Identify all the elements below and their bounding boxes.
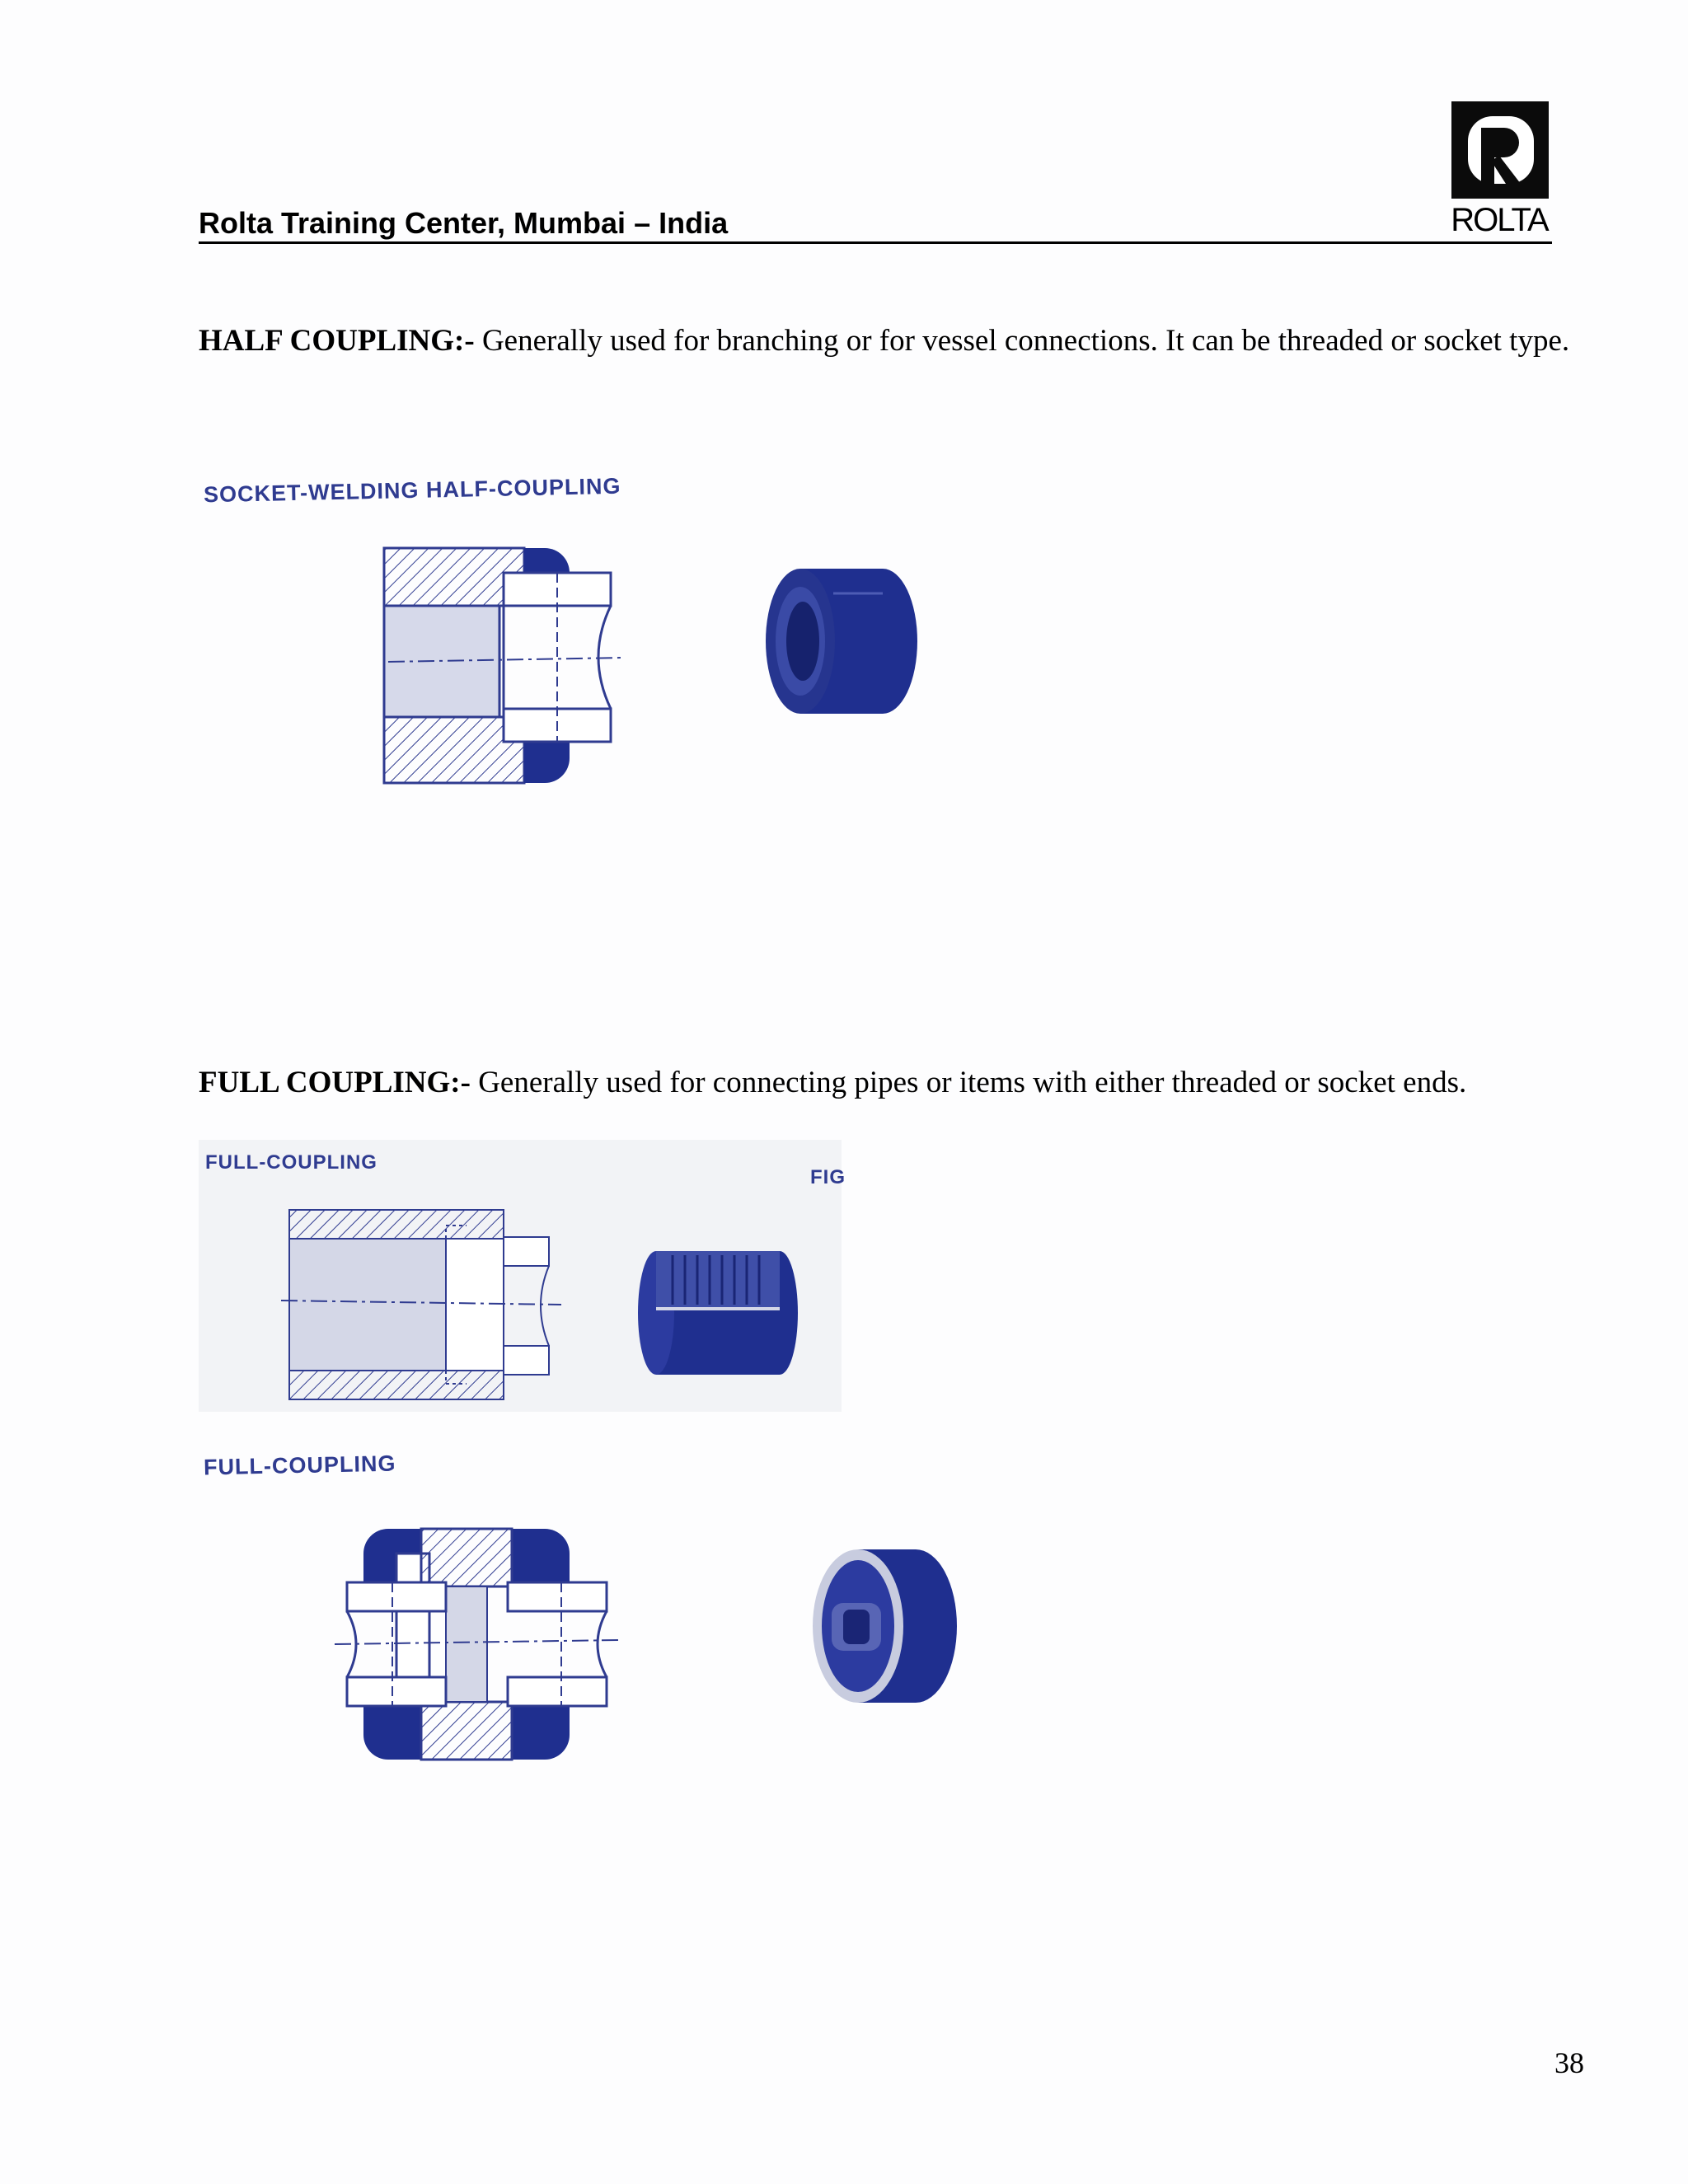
half-coupling-text: Generally used for branching or for vessel connections. It can be threaded or socket type. bbox=[474, 324, 1570, 358]
half-coupling-figure bbox=[199, 470, 940, 799]
full-coupling-threaded-drawing bbox=[199, 1140, 842, 1412]
full-coupling-socket-drawing bbox=[199, 1446, 1023, 1793]
full-coupling-text: Generally used for connecting pipes or items with either threaded or socket ends. bbox=[470, 1066, 1467, 1099]
logo-r-icon bbox=[1451, 101, 1549, 199]
full-coupling-caption-2: FULL-COUPLING bbox=[203, 1451, 396, 1480]
header-rule bbox=[199, 241, 1552, 244]
rolta-logo bbox=[1447, 101, 1551, 243]
header-title: Rolta Training Center, Mumbai – India bbox=[199, 206, 729, 240]
half-coupling-caption: SOCKET-WELDING HALF-COUPLING bbox=[203, 473, 621, 508]
full-coupling-threaded-figure bbox=[199, 1140, 846, 1412]
half-coupling-heading: HALF COUPLING:- bbox=[199, 324, 475, 358]
half-coupling-paragraph bbox=[199, 321, 1583, 361]
full-coupling-socket-figure bbox=[199, 1446, 1023, 1793]
full-coupling-heading: FULL COUPLING:- bbox=[199, 1066, 471, 1099]
fig-tag: FIG bbox=[810, 1166, 846, 1188]
logo-text: ROLTA bbox=[1451, 202, 1548, 238]
full-coupling-caption-1: FULL-COUPLING bbox=[205, 1151, 377, 1174]
half-coupling-drawing bbox=[199, 470, 940, 799]
page-number: 38 bbox=[1554, 2046, 1584, 2079]
logo-mark bbox=[1451, 101, 1549, 199]
full-coupling-paragraph bbox=[199, 1063, 1583, 1103]
